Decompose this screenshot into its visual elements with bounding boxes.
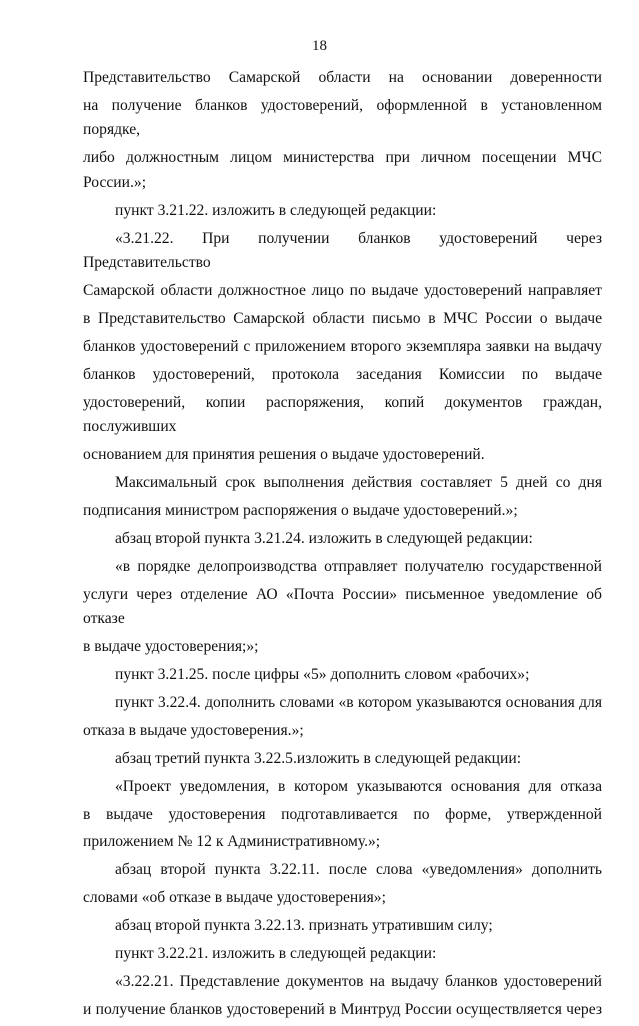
page-number: 18	[312, 38, 327, 54]
text-line: абзац второй пункта 3.21.24. изложить в следующей редакции:	[115, 529, 533, 547]
text-line: отказа в выдаче удостоверения.»;	[83, 721, 304, 739]
text-line: удостоверений, копии распоряжения, копий документов граждан, послуживших	[83, 393, 602, 436]
text-line: бланков удостоверений, протокола заседания Комиссии по выдаче	[83, 365, 602, 383]
text-line: в выдаче удостоверения;»;	[83, 638, 259, 656]
document-body	[83, 66, 602, 1026]
text-line: «3.21.22. При получении бланков удостоверений через Представительство	[83, 229, 602, 272]
text-line: приложением № 12 к Административному.»;	[83, 833, 381, 851]
text-line: в Представительство Самарской области письмо в МЧС России о выдаче	[83, 310, 602, 328]
text-line: Максимальный срок выполнения действия составляет 5 дней со дня	[115, 474, 602, 492]
text-line: пункт 3.21.25. после цифры «5» дополнить словом «рабочих»;	[115, 666, 530, 684]
text-line: пункт 3.21.22. изложить в следующей редакции:	[115, 201, 437, 219]
text-line: абзац третий пункта 3.22.5.изложить в следующей редакции:	[115, 749, 522, 767]
text-line: основанием для принятия решения о выдаче удостоверений.	[83, 446, 485, 464]
text-line: в выдаче удостоверения подготавливается по форме, утвержденной	[83, 805, 602, 823]
text-line: Самарской области должностное лицо по выдаче удостоверений направляет	[83, 282, 602, 300]
text-line: абзац второй пункта 3.22.13. признать утратившим силу;	[115, 917, 493, 935]
text-line: «3.22.21. Представление документов на выдачу бланков удостоверений	[115, 972, 602, 990]
text-line: Представительство Самарской области на основании доверенности	[83, 69, 602, 86]
text-line: «Проект уведомления, в котором указываются основания для отказа	[115, 777, 602, 795]
text-line: услуги через отделение АО «Почта России» письменное уведомление об отказе	[83, 585, 602, 628]
text-line: «в порядке делопроизводства отправляет получателю государственной	[115, 557, 602, 575]
text-line: либо должностным лицом министерства при личном посещении МЧС России.»;	[83, 149, 602, 191]
text-line: абзац второй пункта 3.22.11. после слова «уведомления» дополнить	[115, 861, 602, 879]
text-line: пункт 3.22.4. дополнить словами «в котором указываются основания для	[115, 694, 602, 711]
text-line: подписания министром распоряжения о выдаче удостоверений.»;	[83, 502, 518, 520]
text-line: словами «об отказе в выдаче удостоверения»;	[83, 889, 386, 907]
text-line: и получение бланков удостоверений в Минтруд России осуществляется через	[83, 1000, 602, 1018]
text-line: бланков удостоверений с приложением второго экземпляра заявки на выдачу	[83, 338, 602, 356]
text-line: на получение бланков удостоверений, оформленной в установленном порядке,	[83, 96, 602, 139]
text-line: пункт 3.22.21. изложить в следующей редакции:	[115, 945, 437, 963]
